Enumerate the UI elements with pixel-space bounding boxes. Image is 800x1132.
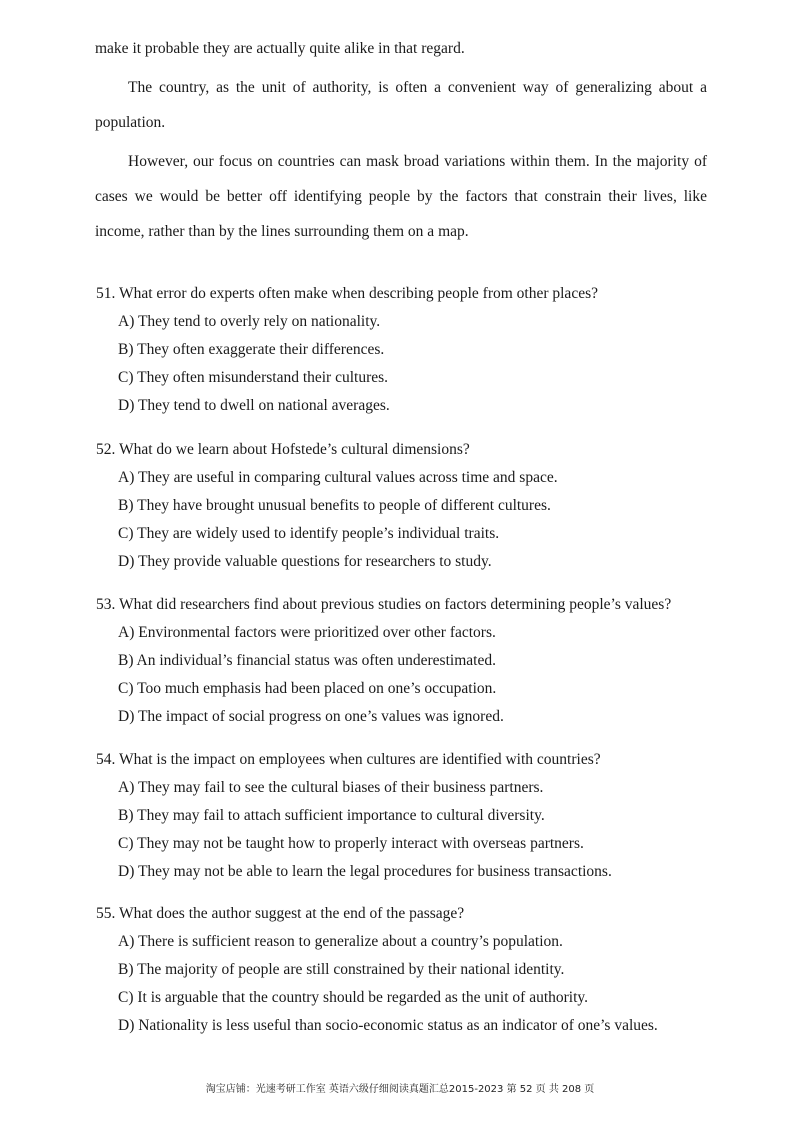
question-55 — [96, 900, 736, 1040]
passage-paragraph-country: The country, as the unit of authority, is often a convenient way of generalizing about a population. — [95, 79, 707, 131]
question-stem: 52. What do we learn about Hofstede’s cultural dimensions? — [96, 441, 470, 458]
question-51 — [96, 280, 736, 420]
option-c: C) Too much emphasis had been placed on one’s occupation. — [118, 680, 497, 697]
passage-paragraph-however: However, our focus on countries can mask broad variations within them. In the majority of cases we would be better off identifying people by the factors that constrain their lives, like income, rather than by the lines surrounding them on a map. — [95, 153, 707, 240]
option-c: C) They often misunderstand their cultures. — [118, 369, 389, 386]
option-d: D) The impact of social progress on one’s values was ignored. — [118, 708, 504, 725]
page-footer: 淘宝店铺：光速考研工作室 英语六级仔细阅读真题汇总2015-2023 第 52 页 共 208 页 — [205, 1084, 595, 1095]
option-d: D) Nationality is less useful than socio-economic status as an indicator of one’s values. — [118, 1017, 658, 1034]
option-d: D) They may not be able to learn the legal procedures for business transactions. — [118, 863, 612, 880]
option-c: C) It is arguable that the country should be regarded as the unit of authority. — [118, 989, 589, 1006]
option-b: B) They often exaggerate their differences. — [118, 341, 385, 358]
option-b: B) They may fail to attach sufficient importance to cultural diversity. — [118, 807, 545, 824]
question-stem: 54. What is the impact on employees when cultures are identified with countries? — [96, 751, 601, 768]
option-b: B) The majority of people are still constrained by their national identity. — [118, 961, 565, 978]
question-54 — [96, 746, 736, 886]
option-b: B) They have brought unusual benefits to people of different cultures. — [118, 497, 551, 514]
option-d: D) They provide valuable questions for researchers to study. — [118, 553, 492, 570]
question-52 — [96, 436, 736, 576]
option-b: B) An individual’s financial status was often underestimated. — [118, 652, 496, 669]
passage-line-continued: make it probable they are actually quite alike in that regard. — [95, 40, 465, 57]
option-c: C) They may not be taught how to properly interact with overseas partners. — [118, 835, 584, 852]
question-stem: 53. What did researchers find about previous studies on factors determining people’s values? — [96, 596, 672, 613]
question-53 — [96, 591, 736, 731]
question-stem: 55. What does the author suggest at the end of the passage? — [96, 905, 465, 922]
option-c: C) They are widely used to identify people’s individual traits. — [118, 525, 500, 542]
option-a: A) They are useful in comparing cultural values across time and space. — [118, 469, 558, 486]
option-a: A) Environmental factors were prioritized over other factors. — [118, 624, 496, 641]
option-a: A) They tend to overly rely on nationality. — [118, 313, 381, 330]
question-stem: 51. What error do experts often make when describing people from other places? — [96, 285, 598, 302]
option-a: A) They may fail to see the cultural biases of their business partners. — [118, 779, 544, 796]
option-d: D) They tend to dwell on national averages. — [118, 397, 390, 414]
option-a: A) There is sufficient reason to generalize about a country’s population. — [118, 933, 563, 950]
